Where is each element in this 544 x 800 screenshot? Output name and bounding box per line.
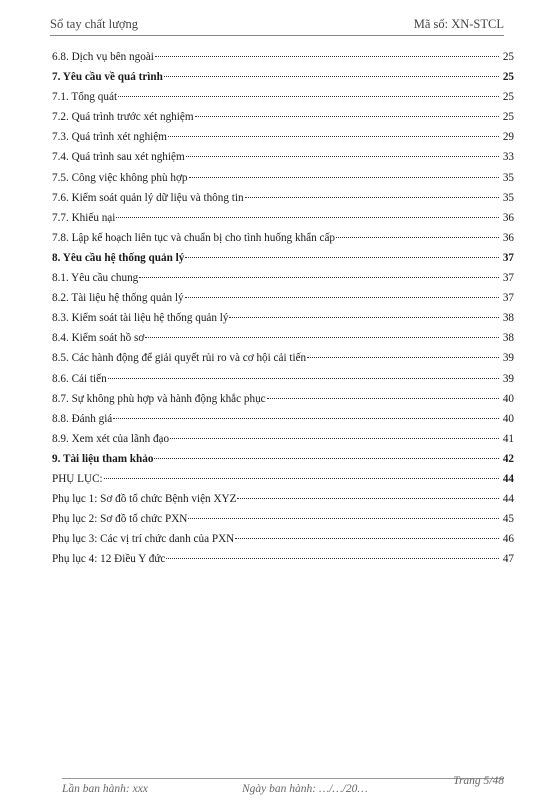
toc-dot-leader (170, 438, 499, 439)
toc-entry[interactable] (52, 127, 514, 147)
toc-entry[interactable] (52, 168, 514, 188)
toc-dot-leader (186, 156, 499, 157)
toc-entry[interactable] (52, 469, 514, 489)
toc-entry[interactable] (52, 409, 514, 429)
toc-entry-page: 36 (502, 211, 514, 224)
toc-entry-page: 36 (502, 231, 514, 244)
toc-dot-leader (113, 418, 499, 419)
toc-entry-title: Phụ lục 2: Sơ đồ tổ chức PXN (52, 513, 188, 526)
footer-date: Ngày ban hành: …/…/20… (242, 783, 368, 795)
toc-entry[interactable] (52, 147, 514, 167)
toc-entry-page: 37 (502, 251, 514, 264)
toc-entry[interactable] (52, 107, 514, 127)
toc-entry-title: Phụ lục 4: 12 Điều Y đức (52, 553, 166, 566)
toc-dot-leader (108, 378, 499, 379)
toc-dot-leader (118, 96, 499, 97)
toc-dot-leader (164, 76, 499, 77)
toc-entry[interactable] (52, 389, 514, 409)
toc-entry[interactable] (52, 449, 514, 469)
toc-entry[interactable] (52, 509, 514, 529)
toc-entry[interactable] (52, 248, 514, 268)
toc-dot-leader (245, 197, 499, 198)
toc-entry-page: 25 (502, 91, 514, 104)
toc-entry-title: 8.7. Sự không phù hợp và hành động khắc phục (52, 392, 266, 405)
toc-entry-title: 8.3. Kiểm soát tài liệu hệ thống quản lý (52, 312, 229, 325)
toc-entry-page: 42 (502, 452, 514, 465)
toc-dot-leader (155, 56, 499, 57)
toc-dot-leader (185, 257, 499, 258)
toc-entry[interactable] (52, 188, 514, 208)
toc-entry-page: 46 (502, 533, 514, 546)
header-code: Mã số: XN-STCL (413, 17, 504, 31)
toc-entry-page: 37 (502, 292, 514, 305)
toc-entry-page: 38 (502, 332, 514, 345)
toc-dot-leader (336, 237, 499, 238)
page-footer (62, 775, 504, 797)
toc-entry-title: 8.5. Các hành động để giải quyết rủi ro và cơ hội cải tiến (52, 352, 307, 365)
toc-dot-leader (188, 518, 499, 519)
toc-dot-leader (166, 558, 499, 559)
toc-dot-leader (154, 458, 499, 459)
page-header (50, 12, 504, 36)
toc-entry-page: 25 (502, 51, 514, 63)
toc-entry-title: 7.5. Công việc không phù hợp (52, 171, 188, 184)
toc-entry-title: Phụ lục 3: Các vị trí chức danh của PXN (52, 533, 235, 546)
toc-entry[interactable] (52, 288, 514, 308)
toc-entry-title: 7.7. Khiếu nại (52, 211, 116, 224)
toc-dot-leader (237, 498, 499, 499)
toc-dot-leader (168, 136, 499, 137)
toc-entry-page: 33 (502, 151, 514, 164)
toc-entry-title: Phụ lục 1: Sơ đồ tổ chức Bệnh viện XYZ (52, 493, 237, 506)
toc-entry-title: 8.6. Cải tiến (52, 372, 107, 385)
toc-dot-leader (145, 337, 499, 338)
toc-entry-title: 8.9. Xem xét của lãnh đạo (52, 432, 170, 445)
toc-entry-title: 7.2. Quá trình trước xét nghiệm (52, 111, 194, 124)
toc-dot-leader (235, 538, 499, 539)
toc-entry-page: 37 (502, 272, 514, 285)
toc-entry-title: 7.3. Quá trình xét nghiệm (52, 131, 167, 144)
toc-entry-page: 35 (502, 191, 514, 204)
toc-entry-title: 8.4. Kiểm soát hồ sơ (52, 332, 145, 345)
toc-dot-leader (229, 317, 499, 318)
toc-entry[interactable] (52, 429, 514, 449)
toc-entry-page: 25 (502, 71, 514, 84)
toc-dot-leader (189, 177, 500, 178)
toc-entry-page: 44 (502, 493, 514, 506)
toc-entry-page: 40 (502, 392, 514, 405)
toc-entry-title: 8. Yêu cầu hệ thống quản lý (52, 251, 185, 264)
toc-dot-leader (267, 398, 499, 399)
footer-page-number: Trang 5/48 (453, 775, 504, 787)
toc-entry-page: 39 (502, 372, 514, 385)
toc-entry-title: 7.8. Lập kế hoạch liên tục và chuẩn bị cho tình huống khẩn cấp (52, 231, 336, 244)
toc-entry[interactable] (52, 328, 514, 348)
toc-entry[interactable] (52, 489, 514, 509)
toc-entry-title: 8.1. Yêu cầu chung (52, 272, 139, 285)
toc-entry-title: PHỤ LỤC: (52, 472, 103, 485)
toc-entry-page: 35 (502, 171, 514, 184)
toc-entry[interactable] (52, 308, 514, 328)
toc-dot-leader (139, 277, 499, 278)
toc-entry-page: 45 (502, 513, 514, 526)
toc-entry-page: 38 (502, 312, 514, 325)
toc-entry-page: 39 (502, 352, 514, 365)
toc-entry-page: 47 (502, 553, 514, 566)
toc-entry[interactable] (52, 47, 514, 67)
toc-entry[interactable] (52, 268, 514, 288)
toc-entry-title: 6.8. Dịch vụ bên ngoài (52, 51, 154, 63)
toc-entry-title: 7. Yêu cầu về quá trình (52, 71, 163, 84)
toc-entry[interactable] (52, 348, 514, 368)
toc-dot-leader (104, 478, 499, 479)
toc-entry-title: 7.4. Quá trình sau xét nghiệm (52, 151, 185, 164)
toc-entry-title: 8.8. Đánh giá (52, 412, 113, 425)
footer-issue: Lần ban hành: xxx (62, 783, 148, 795)
toc-entry-title: 7.6. Kiểm soát quản lý dữ liệu và thông tin (52, 191, 244, 204)
toc-entry[interactable] (52, 87, 514, 107)
toc-entry-title: 8.2. Tài liệu hệ thống quản lý (52, 292, 184, 305)
toc-entry-page: 29 (502, 131, 514, 144)
toc-entry[interactable] (52, 67, 514, 87)
toc-entry[interactable] (52, 228, 514, 248)
toc-dot-leader (116, 217, 499, 218)
toc-entry-page: 40 (502, 412, 514, 425)
toc-dot-leader (195, 116, 499, 117)
toc-entry-page: 41 (502, 432, 514, 445)
toc-entry[interactable] (52, 369, 514, 389)
toc-dot-leader (185, 297, 499, 298)
toc-entry-title: 7.1. Tổng quát (52, 91, 118, 104)
header-title: Sổ tay chất lượng (50, 17, 139, 31)
toc-entry[interactable] (52, 549, 514, 569)
toc-entry[interactable] (52, 208, 514, 228)
toc-entry-page: 44 (502, 472, 514, 485)
toc-entry-page: 25 (502, 111, 514, 124)
toc-entry-title: 9. Tài liệu tham khảo (52, 452, 154, 465)
table-of-contents (52, 47, 514, 569)
toc-entry[interactable] (52, 529, 514, 549)
toc-dot-leader (307, 357, 499, 358)
